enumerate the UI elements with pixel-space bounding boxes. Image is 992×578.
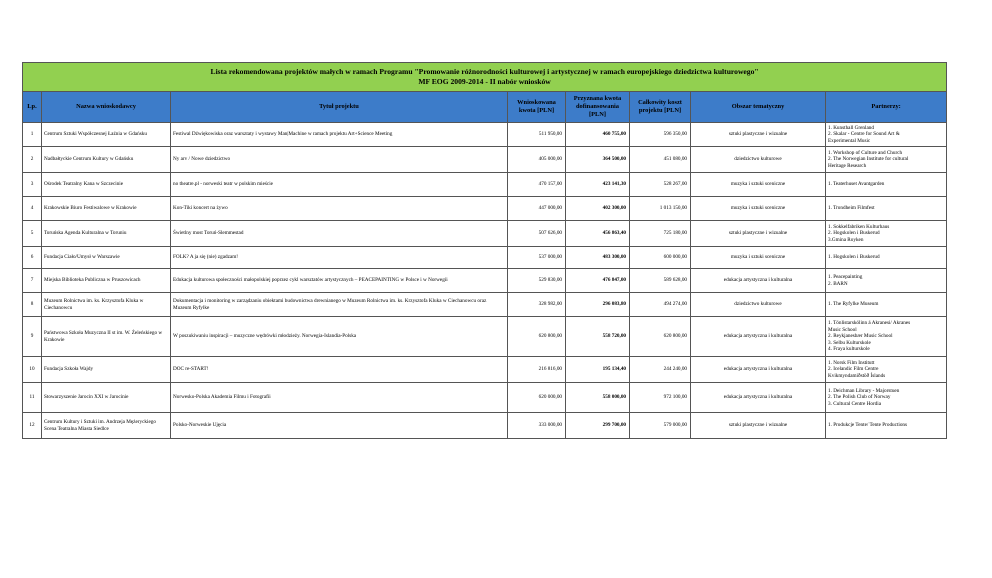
cell-project: Edukacja kulturowa społeczności małopolskiej poprzez cykl warsztatów artystycznych – PEACEPAINTING w Polsce i w Norwegii xyxy=(171,269,508,293)
cell-partners xyxy=(826,147,947,173)
table-row xyxy=(23,413,947,439)
cell-lp: 11 xyxy=(23,383,42,413)
table-row xyxy=(23,247,947,269)
header-area: Obszar tematyczny xyxy=(691,92,826,123)
cell-requested: 529 830,00 xyxy=(508,269,566,293)
cell-requested: 511 950,00 xyxy=(508,123,566,147)
cell-project: Norwesko-Polska Akademia Filmu i Fotografii xyxy=(171,383,508,413)
cell-total: 528 267,00 xyxy=(630,173,691,197)
cell-granted: 476 847,00 xyxy=(566,269,630,293)
cell-requested: 405 000,00 xyxy=(508,147,566,173)
cell-lp: 8 xyxy=(23,293,42,317)
table-row xyxy=(23,173,947,197)
cell-area: muzyka i sztuki sceniczne xyxy=(691,247,826,269)
cell-project: Świetlny most Toruń-Slemmestad xyxy=(171,221,508,247)
partner-line: 1. Teaterhuset Avantgarden xyxy=(828,181,885,188)
cell-area: muzyka i sztuki sceniczne xyxy=(691,197,826,221)
cell-granted: 296 083,80 xyxy=(566,293,630,317)
cell-total: 600 000,00 xyxy=(630,247,691,269)
cell-granted: 364 500,00 xyxy=(566,147,630,173)
cell-granted: 402 300,00 xyxy=(566,197,630,221)
table-row xyxy=(23,147,947,173)
cell-requested: 470 157,00 xyxy=(508,173,566,197)
partner-line: 2. Reykjanesbær Music School xyxy=(828,333,893,340)
partner-line: 2. Icelandic Film Centre xyxy=(828,366,879,373)
table-row xyxy=(23,383,947,413)
cell-applicant: Centrum Kultury i Sztuki im. Andrzeja Mężeryckiego Scena Teatralna Miasta Siedlce xyxy=(42,413,171,439)
title-line-1: Lista rekomendowana projektów małych w ramach Programu "Promowanie różnorodności kulturowej i artystycznej w ramach europejskiego dziedzictwa kulturowego" xyxy=(210,67,759,76)
partner-line: 1. Sokkelfabriken Kulturhaus xyxy=(828,223,890,230)
partner-line: 2. BARN xyxy=(828,280,848,287)
cell-partners xyxy=(826,197,947,221)
cell-partners xyxy=(826,317,947,357)
cell-total: 579 000,00 xyxy=(630,413,691,439)
partner-line: 1. Peacepainting xyxy=(828,273,863,280)
table-row xyxy=(23,293,947,317)
partner-line: 1. Workshop of Culture and Church xyxy=(828,149,903,156)
cell-area: sztuki plastyczne i wizualne xyxy=(691,123,826,147)
partner-line: 2. The Polish Club of Norway xyxy=(828,394,891,401)
cell-granted: 423 141,30 xyxy=(566,173,630,197)
cell-area: sztuki plastyczne i wizualne xyxy=(691,221,826,247)
header-lp: Lp. xyxy=(23,92,42,123)
cell-total: 620 800,00 xyxy=(630,317,691,357)
cell-lp: 3 xyxy=(23,173,42,197)
cell-lp: 5 xyxy=(23,221,42,247)
cell-area: edukacja artystyczna i kulturalna xyxy=(691,357,826,383)
cell-total: 1 013 150,00 xyxy=(630,197,691,221)
cell-partners xyxy=(826,383,947,413)
cell-partners xyxy=(826,173,947,197)
cell-project: FOLK? A ja się (nie) zgadzam! xyxy=(171,247,508,269)
cell-total: 972 100,00 xyxy=(630,383,691,413)
cell-lp: 6 xyxy=(23,247,42,269)
cell-applicant: Fundacja Ciało/Umysł w Warszawie xyxy=(42,247,171,269)
cell-area: dziedzictwo kulturowe xyxy=(691,293,826,317)
partner-line: 3.Gmina Royken xyxy=(828,236,864,243)
cell-granted: 456 863,40 xyxy=(566,221,630,247)
partner-line: 1. Kunsthall Grenland xyxy=(828,124,874,131)
cell-partners xyxy=(826,221,947,247)
partner-line: 1. The Ryfylke Museum xyxy=(828,301,879,308)
partner-line: 1. Trondheim Filmfest xyxy=(828,205,875,212)
cell-applicant: Muzeum Rolnictwa im. ks. Krzysztofa Kluka w Ciechanowcu xyxy=(42,293,171,317)
cell-lp: 9 xyxy=(23,317,42,357)
cell-lp: 2 xyxy=(23,147,42,173)
cell-partners xyxy=(826,293,947,317)
projects-table xyxy=(22,62,947,439)
cell-area: dziedzictwo kulturowe xyxy=(691,147,826,173)
cell-lp: 1 xyxy=(23,123,42,147)
header-applicant: Nazwa wnioskodawcy xyxy=(42,92,171,123)
table-row xyxy=(23,357,947,383)
cell-area: edukacja artystyczna i kulturalna xyxy=(691,269,826,293)
spreadsheet xyxy=(22,62,946,439)
cell-total: 596 350,00 xyxy=(630,123,691,147)
partner-line: 1. Tónlistarskólinn á Akranesi/ Akranes xyxy=(828,320,911,327)
partner-line: 1. Deichman Library - Majorstuen xyxy=(828,387,900,394)
cell-requested: 333 000,00 xyxy=(508,413,566,439)
cell-granted: 558 720,00 xyxy=(566,317,630,357)
cell-project: Polsko-Norweskie Ujęcia xyxy=(171,413,508,439)
cell-total: 494 274,00 xyxy=(630,293,691,317)
table-row xyxy=(23,123,947,147)
title-line-2: MF EOG 2009-2014 - II nabór wniosków xyxy=(418,77,551,86)
cell-applicant: Państwowa Szkoła Muzyczna II st im. W. Żeleńskiego w Krakowie xyxy=(42,317,171,357)
partner-line: Experimental Music xyxy=(828,137,871,144)
header-requested: Wnioskowana kwota [PLN] xyxy=(508,92,566,123)
cell-granted: 195 134,40 xyxy=(566,357,630,383)
partner-line: 2. Skalar - Centre for Sound Art & xyxy=(828,131,900,138)
cell-total: 725 180,00 xyxy=(630,221,691,247)
table-title xyxy=(23,63,947,92)
cell-requested: 620 000,00 xyxy=(508,383,566,413)
cell-project: no theatre.pl - norweski teatr w polskim mieście xyxy=(171,173,508,197)
cell-applicant: Fundacja Szkoła Wajdy xyxy=(42,357,171,383)
header-project: Tytuł projektu xyxy=(171,92,508,123)
cell-applicant: Ośrodek Teatralny Kana w Szczecinie xyxy=(42,173,171,197)
table-row xyxy=(23,317,947,357)
table-row xyxy=(23,197,947,221)
cell-partners xyxy=(826,413,947,439)
cell-requested: 507 626,00 xyxy=(508,221,566,247)
cell-project: Kon-Tiki koncert na żywo xyxy=(171,197,508,221)
table-row xyxy=(23,269,947,293)
partner-line: 2. Hogskolen i Buskerud xyxy=(828,230,880,237)
partner-line: 3. Selbu Kulturskole xyxy=(828,339,871,346)
cell-total: 244 240,00 xyxy=(630,357,691,383)
partner-line: Heritage Research xyxy=(828,162,867,169)
cell-area: muzyka i sztuki sceniczne xyxy=(691,173,826,197)
cell-requested: 537 000,00 xyxy=(508,247,566,269)
cell-lp: 10 xyxy=(23,357,42,383)
cell-partners xyxy=(826,357,947,383)
cell-granted: 483 300,00 xyxy=(566,247,630,269)
partner-line: 2. The Norwegian Institute for cultural xyxy=(828,156,909,163)
cell-project: DOC re-START! xyxy=(171,357,508,383)
partner-line: 1. Hogskolen i Buskerud xyxy=(828,254,880,261)
cell-area: edukacja artystyczna i kulturalna xyxy=(691,383,826,413)
cell-total: 451 080,00 xyxy=(630,147,691,173)
cell-partners xyxy=(826,247,947,269)
cell-applicant: Centrum Sztuki Współczesnej Łaźnia w Gdańsku xyxy=(42,123,171,147)
cell-applicant: Nadbałtyckie Centrum Kultury w Gdańsku xyxy=(42,147,171,173)
partner-line: 3. Cultural Centre Hordia xyxy=(828,400,882,407)
cell-project: Ny arv / Nowe dziedzictwo xyxy=(171,147,508,173)
cell-project: W poszukiwaniu inspiracji – muzyczne wędrówki młodzieży. Norwegia-Islandia-Polska xyxy=(171,317,508,357)
cell-requested: 216 816,00 xyxy=(508,357,566,383)
header-total: Całkowity koszt projektu [PLN] xyxy=(630,92,691,123)
partner-line: Kvikmyndamiðstöð Íslands xyxy=(828,372,886,379)
cell-partners xyxy=(826,269,947,293)
cell-lp: 12 xyxy=(23,413,42,439)
title-row xyxy=(23,63,947,92)
table-row xyxy=(23,221,947,247)
partner-line: 4. Fraya kulturskole xyxy=(828,346,870,353)
cell-total: 589 628,00 xyxy=(630,269,691,293)
partner-line: Music School xyxy=(828,326,857,333)
header-partners: Partnerzy: xyxy=(826,92,947,123)
cell-requested: 620 800,00 xyxy=(508,317,566,357)
cell-applicant: Stowarzyszenie Jarocin XXI w Jarocinie xyxy=(42,383,171,413)
cell-lp: 7 xyxy=(23,269,42,293)
cell-granted: 460 755,00 xyxy=(566,123,630,147)
cell-lp: 4 xyxy=(23,197,42,221)
cell-area: sztuki plastyczne i wizualne xyxy=(691,413,826,439)
header-row xyxy=(23,92,947,123)
cell-applicant: Krakowskie Biuro Festiwalowe w Krakowie xyxy=(42,197,171,221)
header-granted: Przyznana kwota dofinansowania [PLN] xyxy=(566,92,630,123)
cell-partners xyxy=(826,123,947,147)
partner-line: 1. Norsk Film Institutt xyxy=(828,359,875,366)
cell-requested: 328 982,00 xyxy=(508,293,566,317)
cell-applicant: Toruńska Agenda Kulturalna w Toruniu xyxy=(42,221,171,247)
cell-requested: 447 000,00 xyxy=(508,197,566,221)
cell-granted: 299 700,00 xyxy=(566,413,630,439)
cell-granted: 558 000,00 xyxy=(566,383,630,413)
cell-project: Festiwal Dźwiękowiska oraz warsztaty i wystawy Man|Machine w ramach projektu Art+Science Meeting xyxy=(171,123,508,147)
cell-applicant: Miejska Biblioteka Publiczna w Pruszowicach xyxy=(42,269,171,293)
cell-area: edukacja artystyczna i kulturalna xyxy=(691,317,826,357)
cell-project: Dokumentacja i monitoring w zarządzaniu obiektami budownictwa drewnianego w Muzeum Rolnictwa im. ks. Krzysztofa Kluka w Ciechanowcu oraz Muzeum Ryfylke xyxy=(171,293,508,317)
partner-line: 1. Produkcje Tente/ Tente Productions xyxy=(828,422,908,429)
